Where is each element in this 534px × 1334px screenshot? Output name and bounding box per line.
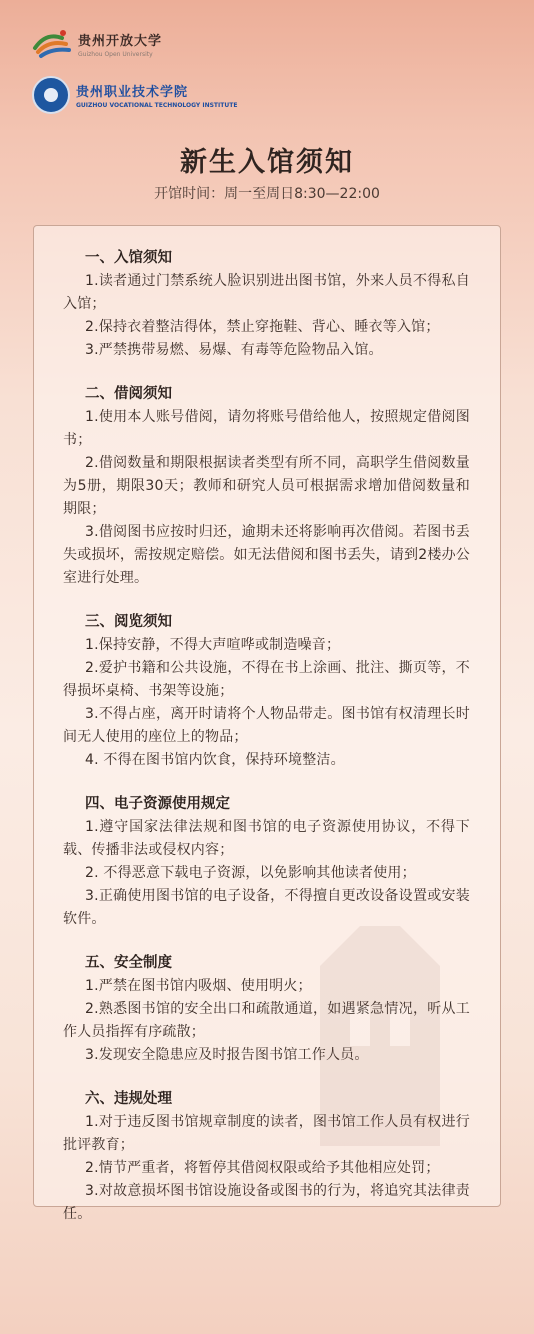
section-title: 二、借阅须知 (85, 386, 172, 402)
vocational-institute-name-en: GUIZHOU VOCATIONAL TECHNOLOGY INSTITUTE (76, 102, 238, 109)
rule-item: 3.借阅图书应按时归还，逾期未还将影响再次借阅。若图书丢失或损坏，需按规定赔偿。如无法借阅和图书丢失，请到2楼办公室进行处理。 (63, 524, 470, 586)
open-university-name-en: Guizhou Open University (78, 51, 153, 58)
rule-item: 2.熟悉图书馆的安全出口和疏散通道，如遇紧急情况，听从工作人员指挥有序疏散； (63, 1001, 470, 1040)
section-title: 三、阅览须知 (85, 614, 172, 630)
open-university-emblem-icon (32, 26, 72, 62)
open-university-name: 贵州开放大学 (78, 34, 163, 49)
rule-item: 2.爱护书籍和公共设施，不得在书上涂画、批注、撕页等，不得损坏桌椅、书架等设施； (63, 660, 470, 699)
vocational-institute-name: 贵州职业技术学院 (76, 85, 189, 100)
rule-item: 3.发现安全隐患应及时报告图书馆工作人员。 (85, 1047, 369, 1063)
section-safety (63, 952, 470, 1067)
section-title: 五、安全制度 (85, 955, 172, 971)
rule-item: 3.正确使用图书馆的电子设备，不得擅自更改设备设置或安装软件。 (63, 888, 470, 927)
section-title: 六、违规处理 (85, 1091, 172, 1107)
rule-item: 2.情节严重者，将暂停其借阅权限或给予其他相应处罚； (85, 1160, 440, 1176)
rule-item: 2.借阅数量和期限根据读者类型有所不同，高职学生借阅数量为5册，期限30天；教师和研究人员可根据需求增加借阅数量和期限； (63, 455, 470, 517)
section-entry (63, 247, 470, 362)
rule-item: 4. 不得在图书馆内饮食，保持环境整洁。 (85, 752, 345, 768)
rule-item: 1.对于违反图书馆规章制度的读者，图书馆工作人员有权进行批评教育； (63, 1114, 470, 1153)
section-borrowing (63, 383, 470, 590)
vocational-institute-logo (32, 76, 237, 114)
section-reading (63, 611, 470, 772)
rule-item: 3.严禁携带易燃、易爆、有毒等危险物品入馆。 (85, 342, 383, 358)
rule-item: 3.对故意损坏图书馆设施设备或图书的行为，将追究其法律责任。 (63, 1183, 470, 1222)
opening-hours: 开馆时间：周一至周日8:30—22:00 (154, 186, 380, 202)
rule-item: 1.读者通过门禁系统人脸识别进出图书馆，外来人员不得私自入馆； (63, 273, 470, 312)
rule-item: 1.使用本人账号借阅，请勿将账号借给他人，按照规定借阅图书； (63, 409, 470, 448)
section-title: 四、电子资源使用规定 (85, 796, 230, 812)
rule-item: 2.保持衣着整洁得体，禁止穿拖鞋、背心、睡衣等入馆； (85, 319, 440, 335)
notice-card (33, 225, 501, 1222)
rule-item: 1.保持安静，不得大声喧哗或制造噪音； (85, 637, 341, 653)
rule-item: 1.遵守国家法律法规和图书馆的电子资源使用协议，不得下载、传播非法或侵权内容； (63, 819, 470, 858)
page-title: 新生入馆须知 (180, 147, 354, 178)
section-violations (63, 1088, 470, 1226)
section-e-resources (63, 793, 470, 931)
rule-item: 2. 不得恶意下载电子资源，以免影响其他读者使用； (85, 865, 416, 881)
vocational-institute-emblem-icon (32, 76, 70, 114)
section-title: 一、入馆须知 (85, 250, 172, 266)
rule-item: 3.不得占座，离开时请将个人物品带走。图书馆有权清理长时间无人使用的座位上的物品； (63, 706, 470, 745)
open-university-logo (32, 26, 237, 62)
rule-item: 1.严禁在图书馆内吸烟、使用明火； (85, 978, 312, 994)
logo-block (32, 26, 237, 114)
